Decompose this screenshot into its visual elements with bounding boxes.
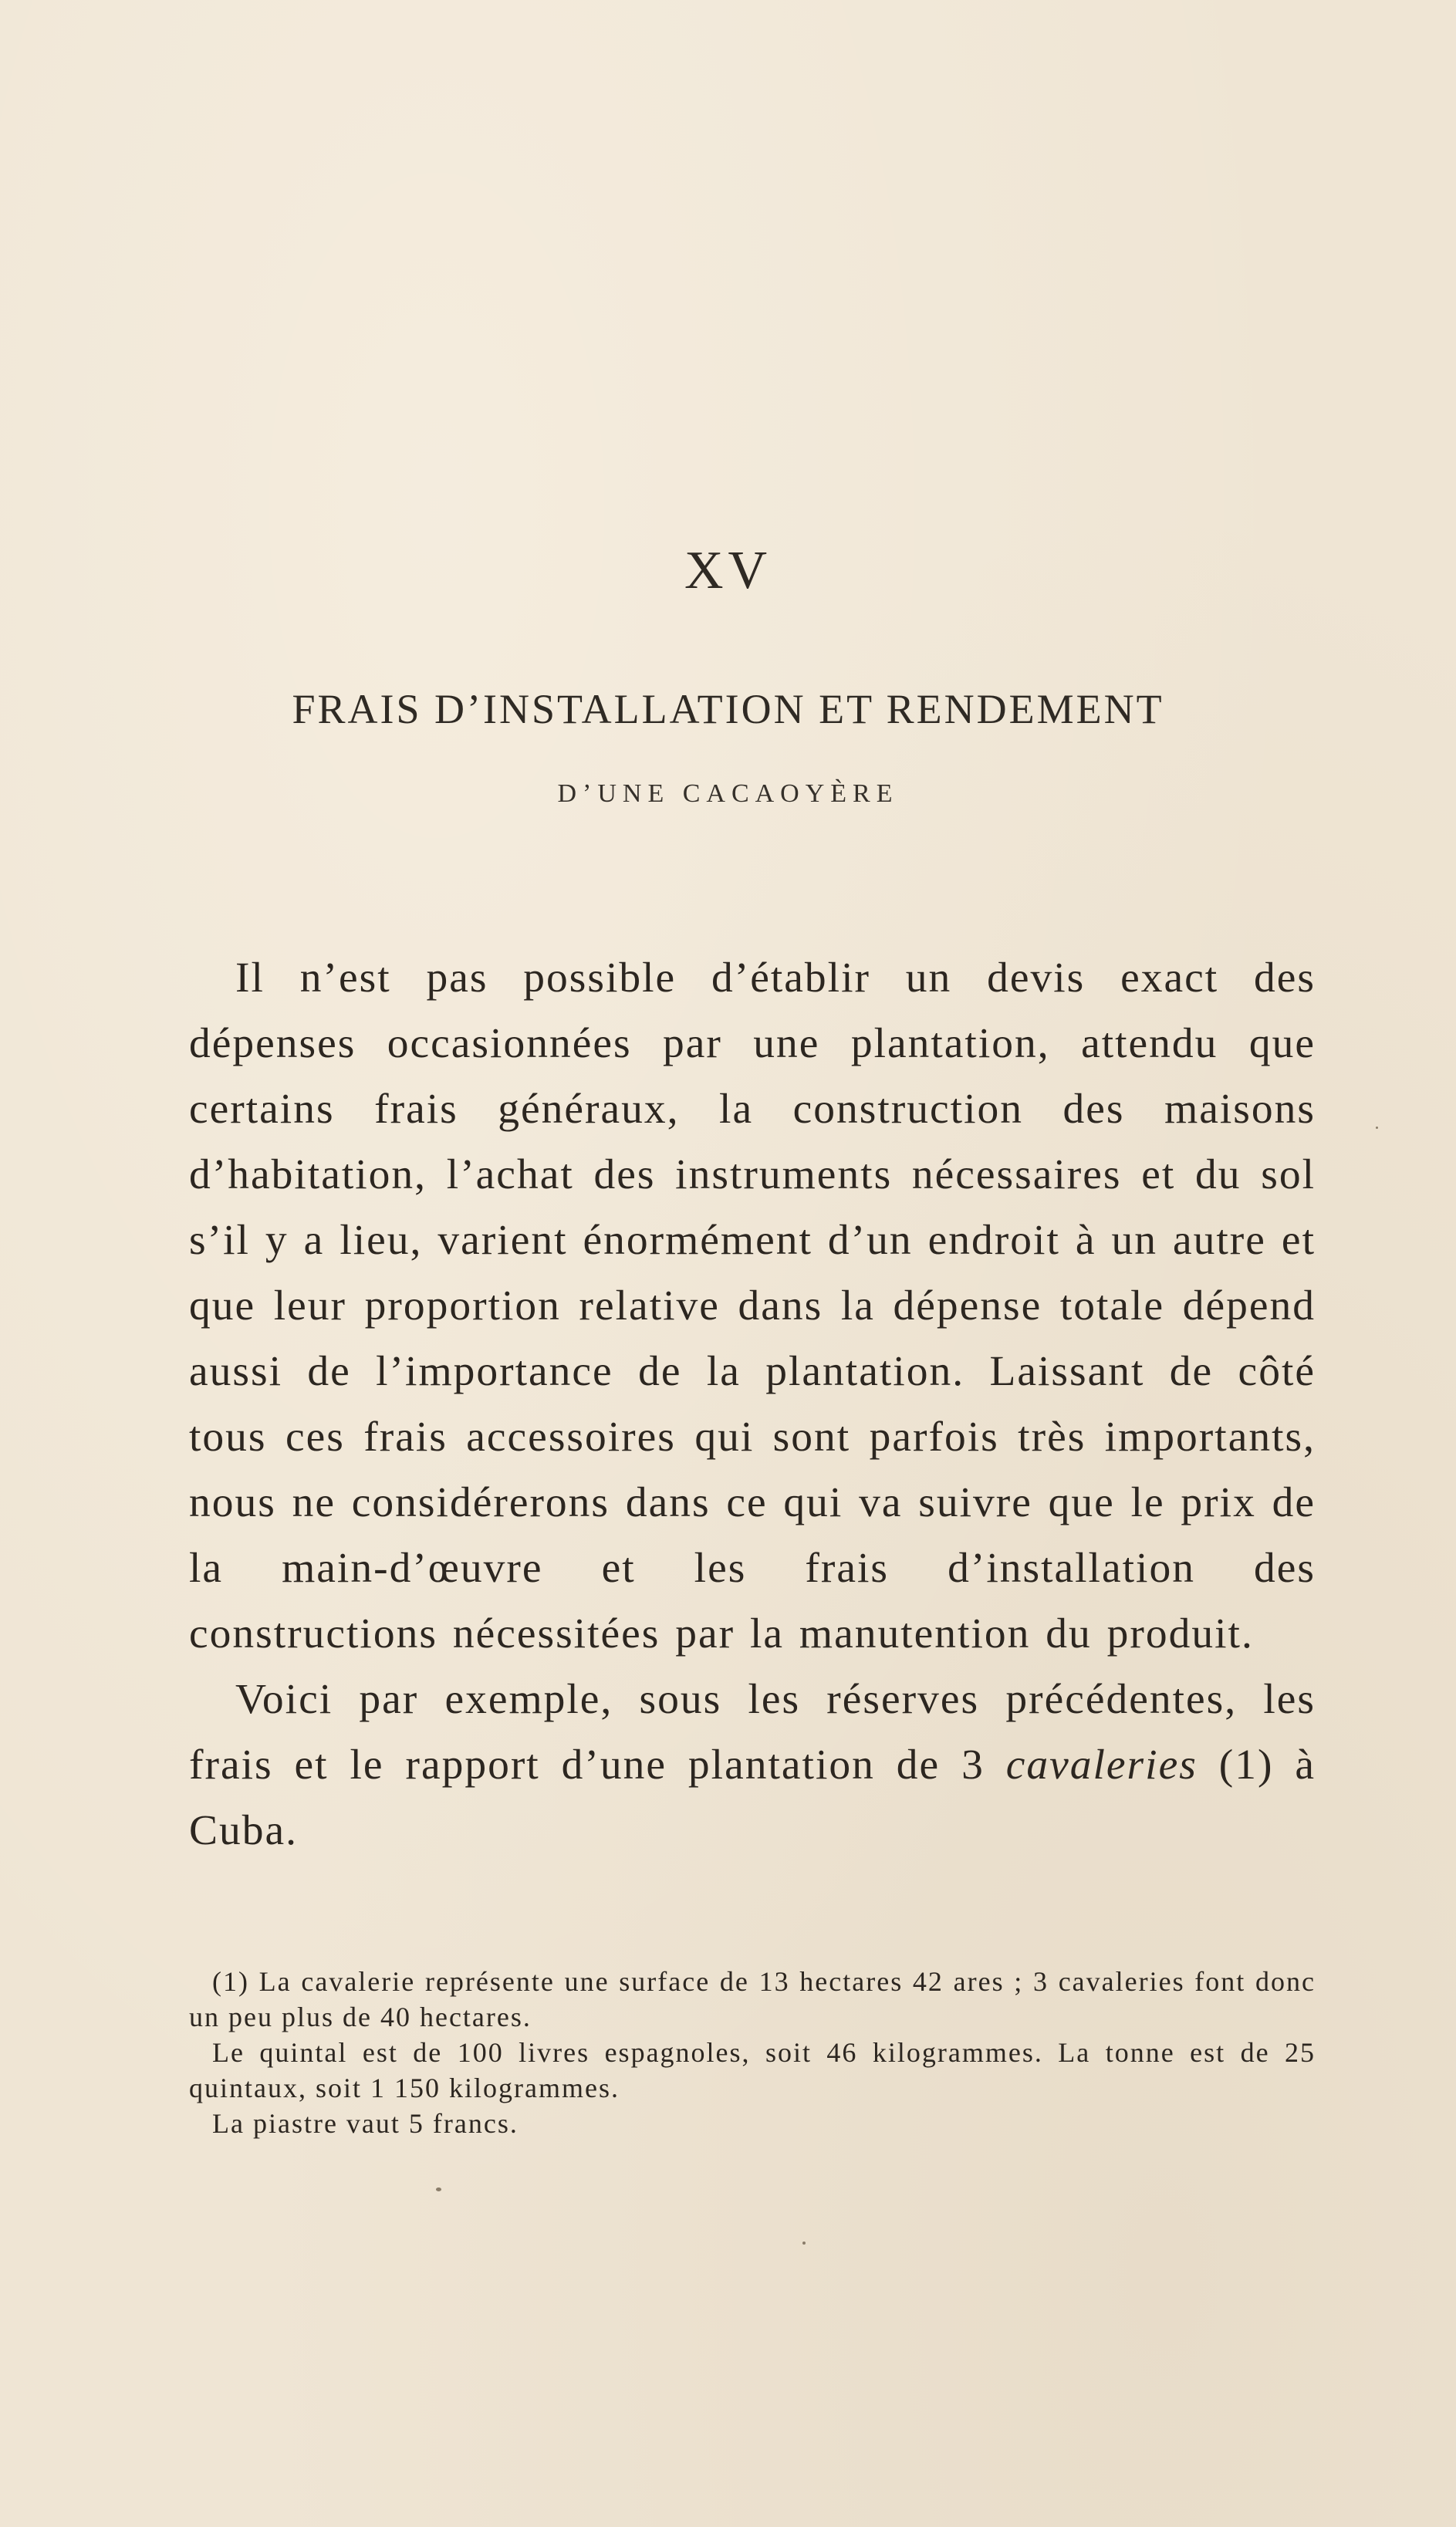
paragraph-2-start: Voici par exemple, sous les réserves précédentes, les frais et le rapport d’une plantation de 3 (189, 1676, 1316, 1789)
chapter-number: XV (684, 541, 772, 600)
paragraph-1: Il n’est pas possible d’établir un devis exact des dépenses occasionnées par une plantation, attendu que certains frais généraux, la construction des maisons d’habitation, l’achat des instruments nécessaires et du sol s’il y a lieu, varient énormément d’un endroit à un autre et que leur proportion relative dans la dépense totale dépend aussi de l’importance de la plantation. Laissant de côté tous ces frais accessoires qui sont parfois très importants, nous ne considérerons dans ce qui va suivre que le prix de la main-d’œuvre et les frais d’installation des constructions nécessitées par la manutention du produit. (189, 954, 1316, 1657)
footnotes (189, 1964, 1316, 2141)
paragraph-2-end: (1) à Cuba. (189, 1742, 1316, 1854)
paper-speck (1376, 1127, 1378, 1129)
paper-speck (436, 2187, 441, 2191)
paragraph-2-italic: cavaleries (1005, 1742, 1198, 1789)
footnote-2: Le quintal est de 100 livres espagnoles, soit 46 kilogrammes. La tonne est de 25 quintaux, soit 1 150 kilogrammes. (189, 2037, 1316, 2103)
paper-speck (802, 2242, 806, 2245)
chapter-subtitle: D’UNE CACAOYÈRE (557, 779, 899, 808)
footnote-3: La piastre vaut 5 francs. (212, 2108, 519, 2139)
body-text (189, 945, 1316, 1863)
paragraph-2 (189, 1667, 1316, 1863)
footnote-1: (1) La cavalerie représente une surface de 13 hectares 42 ares ; 3 cavaleries font donc un peu plus de 40 hectares. (189, 1966, 1316, 2032)
chapter-title: FRAIS D’INSTALLATION ET RENDEMENT (292, 686, 1164, 732)
